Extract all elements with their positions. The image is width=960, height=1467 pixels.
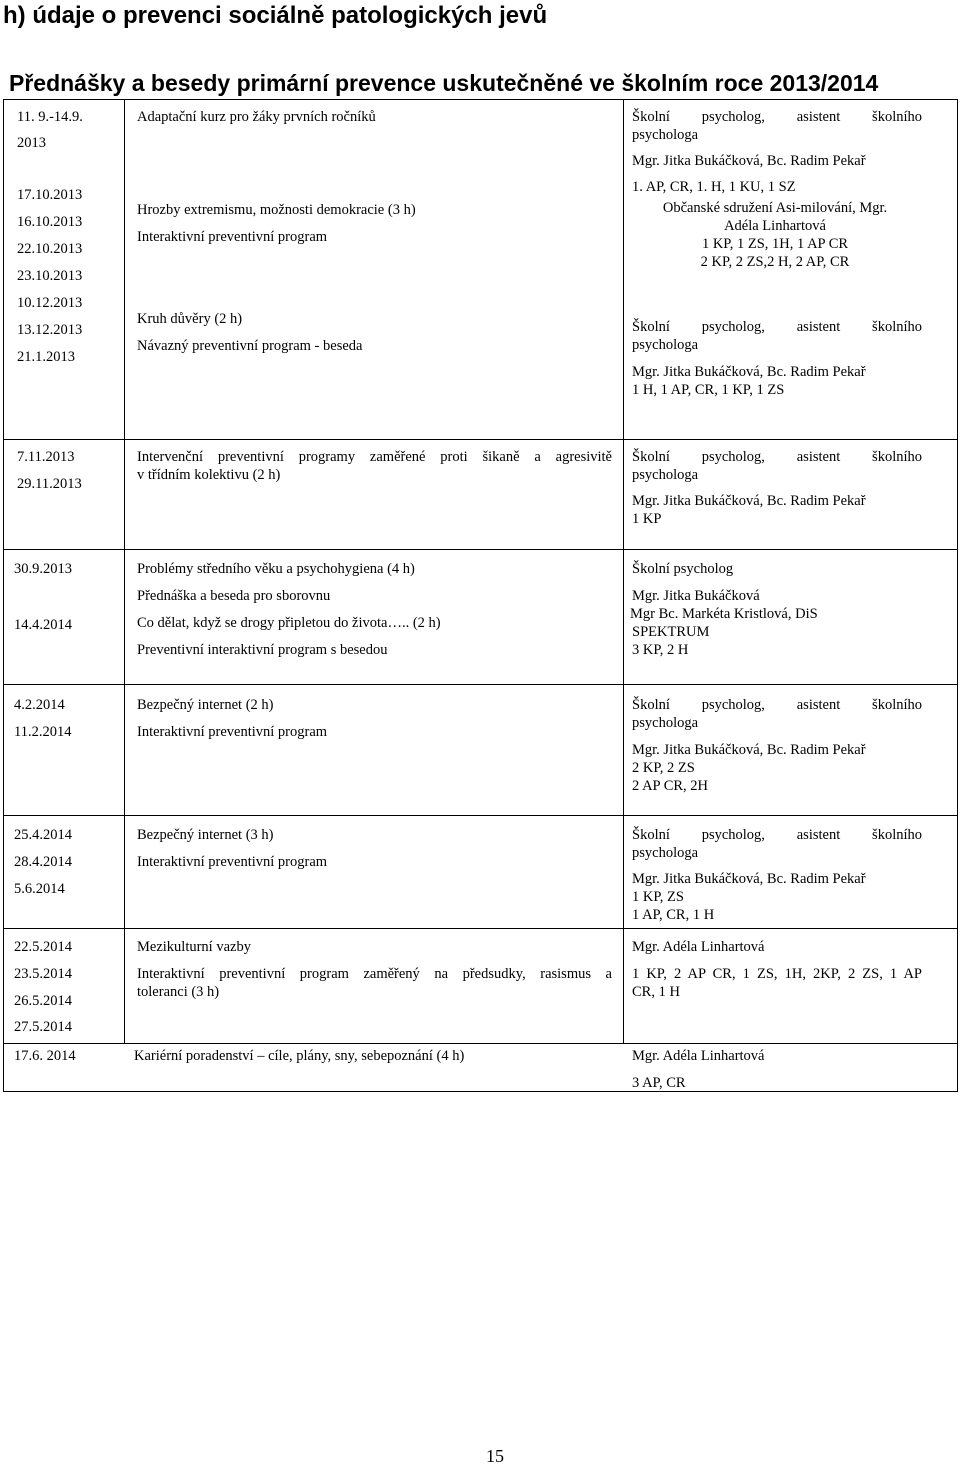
topic-cell: Preventivní interaktivní program s besedou: [137, 642, 388, 658]
topic-cell: Kariérní poradenství – cíle, plány, sny, sebepoznání (4 h): [134, 1048, 465, 1064]
topic-cell: Bezpečný internet (2 h) Interaktivní preventivní program: [137, 697, 328, 740]
info-cell: Školní psycholog: [632, 561, 734, 577]
table-title: Přednášky a besedy primární prevence uskutečněné ve školním roce 2013/2014: [9, 70, 879, 96]
info-cell: Školní psycholog, asistent školního psychologa Mgr. Jitka Bukáčková, Bc. Radim Pekař 1 KP: [632, 449, 922, 527]
date-cell: 17.6. 2014: [14, 1048, 76, 1064]
info-cell: Školní psycholog, asistent školního psychologa Mgr. Jitka Bukáčková, Bc. Radim Pekař 2 KP, 2 ZS 2 AP CR, 2H: [632, 697, 922, 794]
row-divider: [3, 815, 958, 816]
topic-cell: Interaktivní preventivní program zaměřený na předsudky, rasismus a toleranci (3 h): [137, 966, 612, 1000]
column-divider-1: [124, 99, 125, 1043]
topic-cell: Adaptační kurz pro žáky prvních ročníků: [137, 109, 376, 125]
date-cell: 25.4.2014 28.4.2014 5.6.2014: [14, 827, 72, 897]
info-cell: 1 KP, 2 AP CR, 1 ZS, 1H, 2KP, 2 ZS, 1 AP CR, 1 H: [632, 966, 922, 1000]
topic-cell: Co dělat, když se drogy připletou do života….. (2 h): [137, 615, 441, 631]
topic-cell: Intervenční preventivní programy zaměřené proti šikaně a agresivitě v třídním kolektivu (2 h): [137, 449, 612, 483]
info-cell: Školní psycholog, asistent školního psychologa Mgr. Jitka Bukáčková, Bc. Radim Pekař 1. AP, CR, 1. H, 1 KU, 1 SZ: [632, 109, 922, 195]
date-cell: 30.9.2013: [14, 561, 72, 577]
table-top-border: [3, 99, 958, 100]
date-cell: 4.2.2014 11.2.2014: [14, 697, 72, 740]
date-cell: 11. 9.-14.9. 2013 17.10.2013 16.10.2013 22.10.2013 23.10.2013 10.12.2013 13.12.2013 21.1.2013: [17, 109, 83, 365]
info-cell: Mgr. Adéla Linhartová: [632, 939, 765, 955]
info-cell: Občanské sdružení Asi-milování, Mgr. Adéla Linhartová 1 KP, 1 ZS, 1H, 1 AP CR 2 KP, 2 ZS,2 H, 2 AP, CR: [662, 200, 888, 270]
info-cell: Školní psycholog, asistent školního psychologa Mgr. Jitka Bukáčková, Bc. Radim Pekař 1 H, 1 AP, CR, 1 KP, 1 ZS: [632, 319, 922, 398]
section-heading: h) údaje o prevenci sociálně patologických jevů: [3, 2, 548, 29]
info-cell: Mgr. Jitka Bukáčková Mgr Bc. Markéta Kristlová, DiS SPEKTRUM 3 KP, 2 H: [630, 588, 818, 658]
topic-cell: Mezikulturní vazby: [137, 939, 251, 955]
table-right-border: [957, 99, 958, 1092]
page-number: 15: [486, 1446, 504, 1466]
topic-cell: Problémy středního věku a psychohygiena (4 h): [137, 561, 415, 577]
table-bottom-border: [3, 1091, 958, 1092]
row-divider: [3, 439, 958, 440]
topic-cell: Přednáška a beseda pro sborovnu: [137, 588, 331, 604]
topic-cell: Bezpečný internet (3 h) Interaktivní preventivní program: [137, 827, 328, 870]
topic-cell: Interaktivní preventivní program: [137, 229, 328, 245]
row-divider: [3, 928, 958, 929]
row-divider: [3, 1043, 958, 1044]
date-cell: 14.4.2014: [14, 617, 72, 633]
date-cell: 22.5.2014 23.5.2014 26.5.2014 27.5.2014: [14, 939, 72, 1035]
info-cell: Školní psycholog, asistent školního psychologa Mgr. Jitka Bukáčková, Bc. Radim Pekař 1 KP, ZS 1 AP, CR, 1 H: [632, 827, 922, 923]
info-cell: Mgr. Adéla Linhartová 3 AP, CR: [632, 1048, 765, 1091]
column-divider-2: [623, 99, 624, 1043]
topic-cell: Hrozby extremismu, možnosti demokracie (3 h): [137, 202, 416, 218]
table-left-border: [3, 99, 4, 1092]
date-cell: 7.11.2013 29.11.2013: [17, 449, 82, 492]
topic-cell: Kruh důvěry (2 h): [137, 311, 243, 327]
row-divider: [3, 549, 958, 550]
row-divider: [3, 684, 958, 685]
topic-cell: Návazný preventivní program - beseda: [137, 338, 363, 354]
